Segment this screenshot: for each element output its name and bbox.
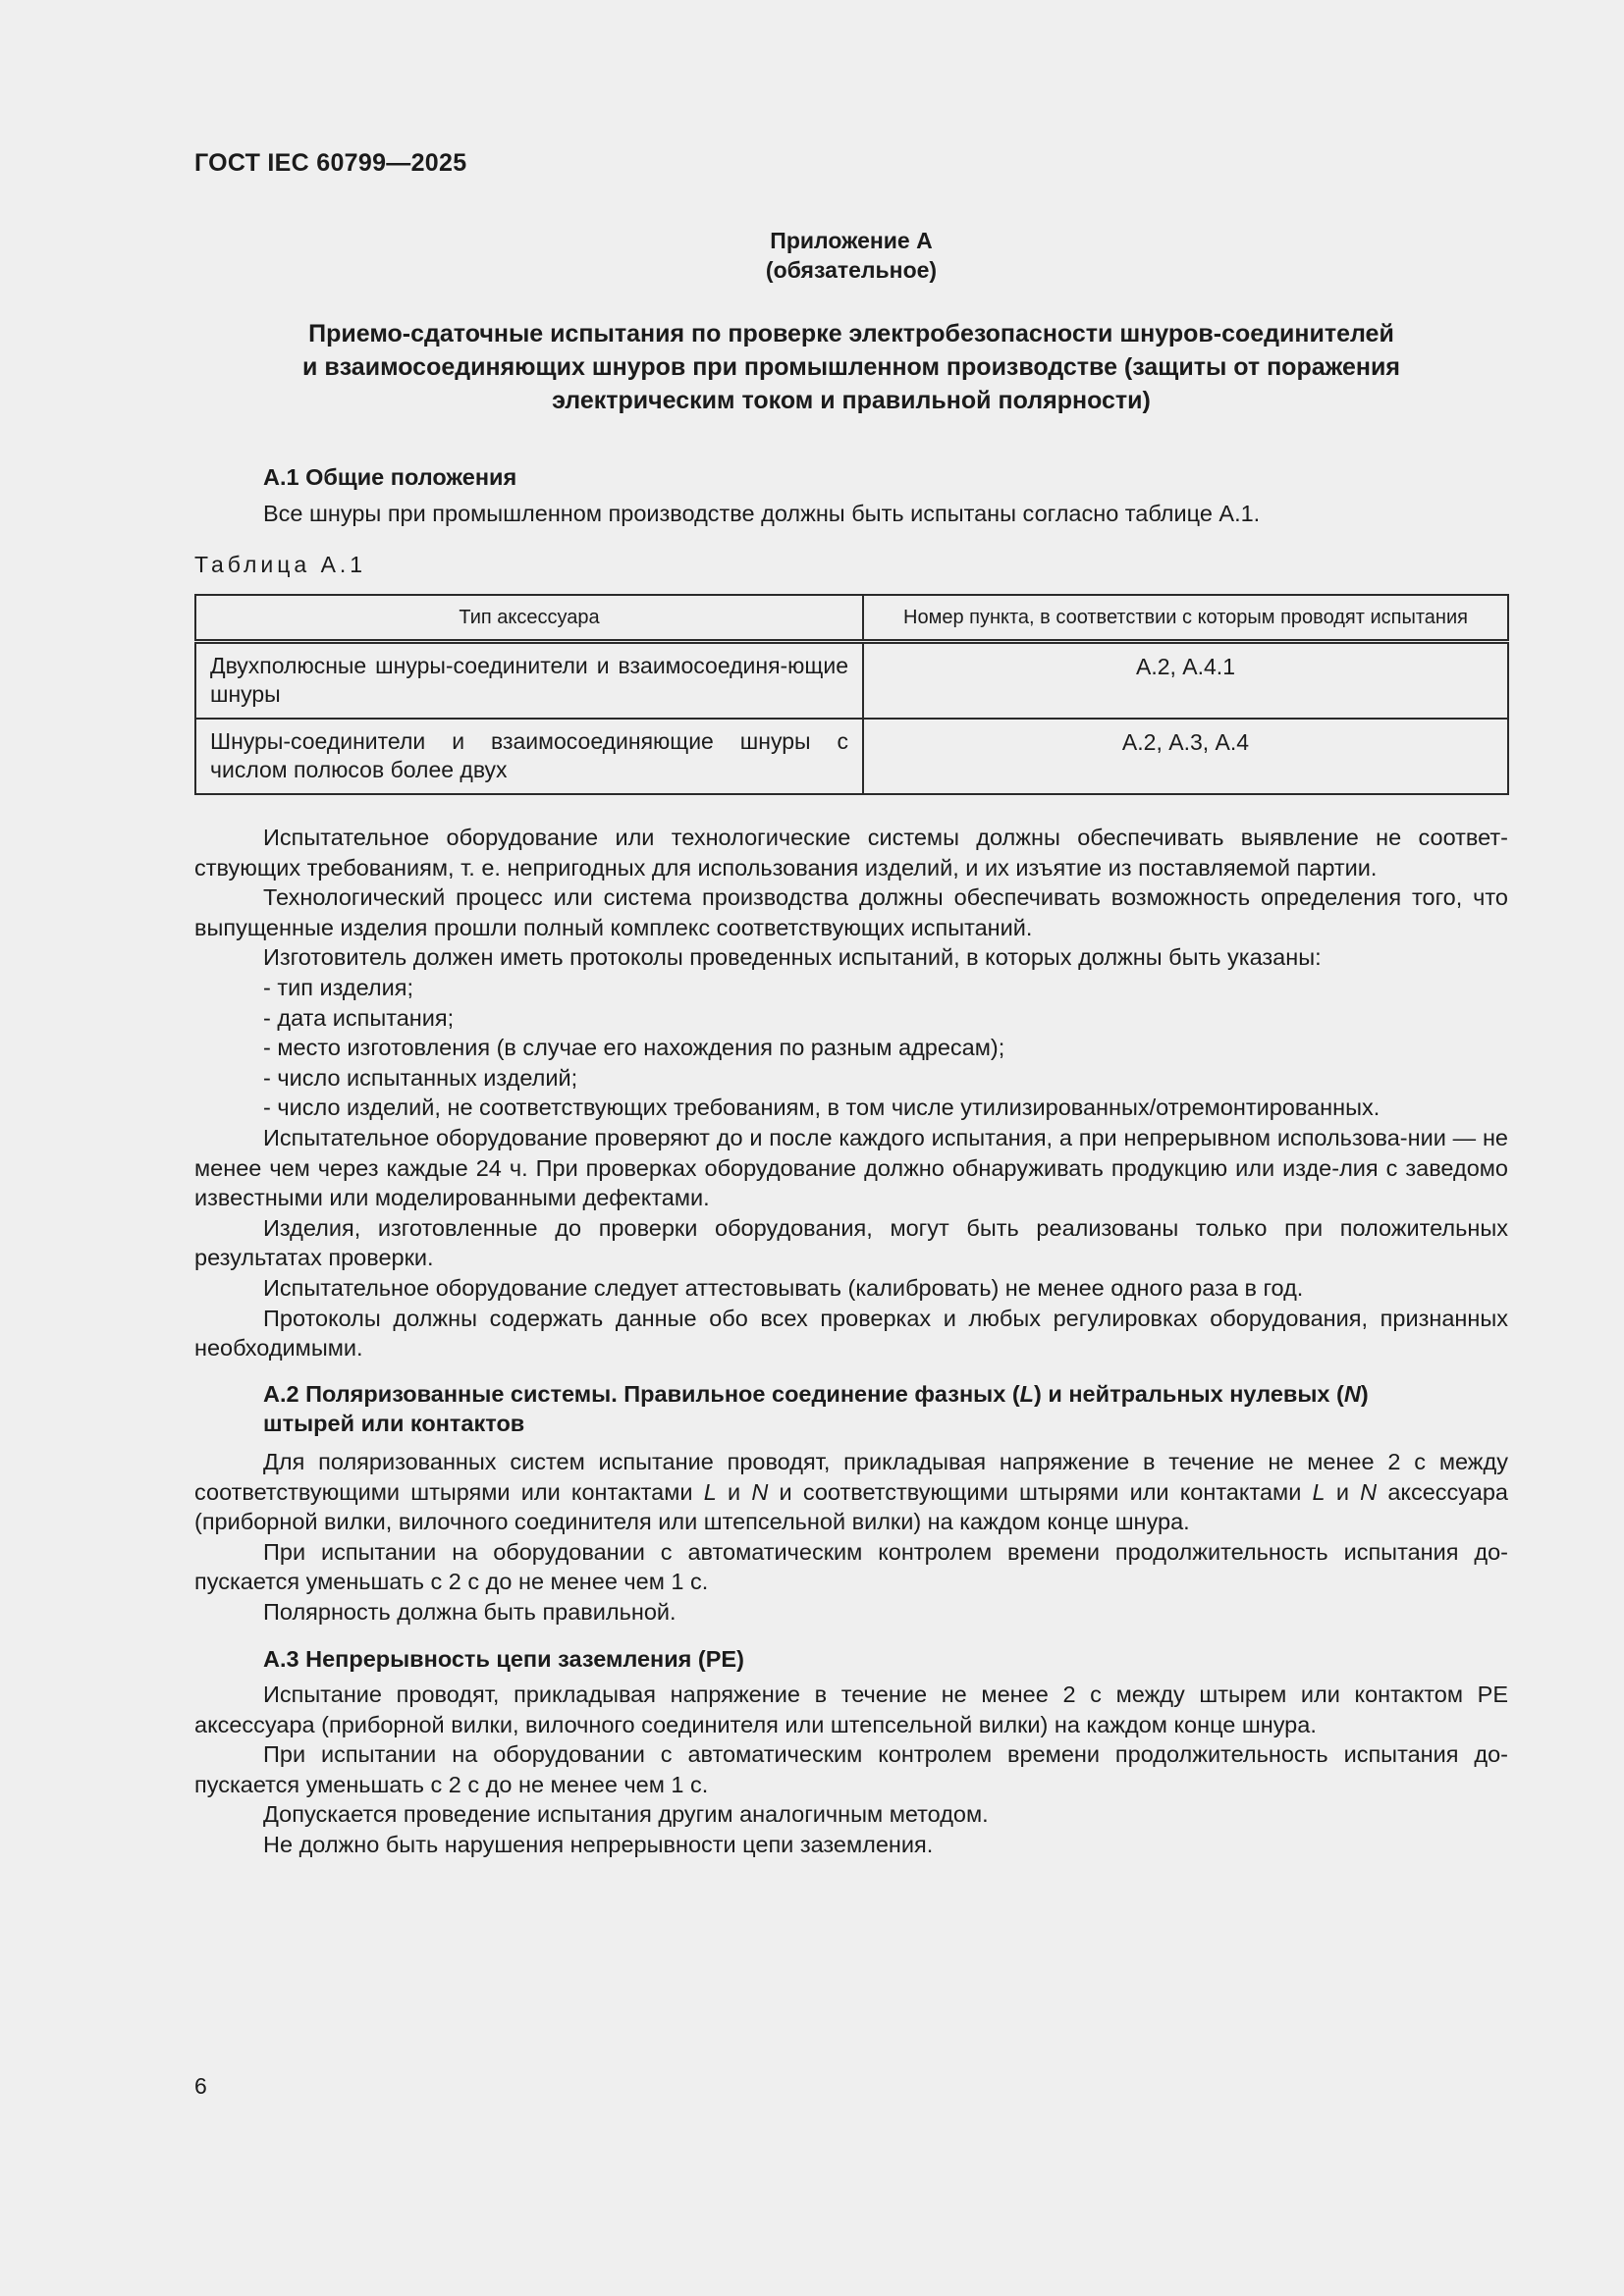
page-number: 6 [194, 2073, 207, 2099]
annex-status: (обязательное) [765, 257, 938, 283]
paragraph: Протоколы должны содержать данные обо всех проверках и любых регулировках оборудования, признанных необходимыми. [194, 1305, 1508, 1362]
section-a1-intro-block [194, 499, 1508, 529]
section-a2-title [263, 1379, 1369, 1438]
list-item: - место изготовления (в случае его нахождения по разным адресам); [263, 1035, 1005, 1061]
table-caption: Таблица А.1 [194, 552, 367, 577]
title-text: ) и нейтральных нулевых ( [1034, 1381, 1344, 1407]
paragraph: При испытании на оборудовании с автоматическим контролем времени продолжительность испытания до-пускается уменьшать с 2 с до не менее чем 1 с. [194, 1741, 1508, 1797]
title-symbol-l: L [1019, 1381, 1035, 1407]
paragraph: Допускается проведение испытания другим аналогичным методом. [263, 1801, 989, 1828]
paragraph [194, 1447, 1508, 1537]
paragraph: Не должно быть нарушения непрерывности цепи заземления. [263, 1831, 934, 1857]
body-text-block [194, 823, 1508, 1363]
title-symbol-n: N [1343, 1381, 1361, 1407]
paragraph: При испытании на оборудовании с автоматическим контролем времени продолжительность испытания до-пускается уменьшать с 2 с до не менее чем 1 с. [194, 1538, 1508, 1595]
paragraph: Изготовитель должен иметь протоколы проведенных испытаний, в которых должны быть указаны: [263, 944, 1322, 971]
table-header-cell: Тип аксессуара [195, 595, 863, 642]
text-run: аксессуара (приборной вилки, вилочного соединителя или штепсельной вилки) на каждом конце шнура. [194, 1478, 1508, 1535]
paragraph: Изделия, изготовленные до проверки оборудования, могут быть реализованы только при положительных результатах проверки. [194, 1214, 1508, 1271]
symbol-n: N [1360, 1478, 1378, 1505]
list-item: - число испытанных изделий; [263, 1064, 578, 1091]
table-cell: А.2, А.4.1 [863, 642, 1508, 720]
paragraph: Испытательное оборудование следует аттестовывать (калибровать) не менее одного раза в год. [263, 1274, 1304, 1301]
title-text: ) [1360, 1381, 1369, 1407]
paragraph: Испытательное оборудование или технологические системы должны обеспечивать выявление не соответ-ствующих требованиям, т. е. непригодных для использования изделий, и их изъятие из поставляемой партии. [194, 825, 1508, 881]
text-run: и [1325, 1478, 1361, 1505]
paragraph: Полярность должна быть правильной. [263, 1598, 677, 1625]
section-a2-title-line2: штырей или контактов [263, 1411, 525, 1436]
annex-heading [194, 317, 1508, 417]
text-run: и соответствующими штырями или контактами [768, 1478, 1313, 1505]
symbol-n: N [751, 1478, 769, 1505]
title-text: А.2 Поляризованные системы. Правильное соединение фазных ( [263, 1381, 1020, 1407]
list-item: - число изделий, не соответствующих требованиям, в том числе утилизированных/отремонтированных. [263, 1095, 1380, 1121]
section-a2-title-line1 [263, 1379, 1369, 1409]
symbol-l: L [703, 1478, 717, 1505]
table-header-cell: Номер пункта, в соответствии с которым проводят испытания [863, 595, 1508, 642]
table-row [195, 642, 1508, 720]
table-a1 [194, 594, 1509, 795]
paragraph: Технологический процесс или система производства должны обеспечивать возможность определения того, что выпущенные изделия прошли полный комплекс соответствующих испытаний. [194, 884, 1508, 940]
table-cell: А.2, А.3, А.4 [863, 719, 1508, 794]
paragraph: Испытательное оборудование проверяют до и после каждого испытания, а при непрерывном использова-нии — не менее чем через каждые 24 ч. При проверках оборудование должно обнаруживать продукцию или изде-лия с заведомо известными или моделированными дефектами. [194, 1124, 1508, 1211]
section-a1-title: А.1 Общие положения [263, 464, 517, 490]
text-run: и [716, 1478, 752, 1505]
section-a1-intro: Все шнуры при промышленном производстве должны быть испытаны согласно таблице А.1. [263, 501, 1261, 526]
symbol-l: L [1312, 1478, 1326, 1505]
text-run: Для поляризованных систем испытание проводят, прикладывая напряжение в течение не менее 2 с между соответствующими штырями или контактами [194, 1449, 1508, 1505]
section-a3-body [194, 1680, 1508, 1860]
list-item: - дата испытания; [263, 1004, 455, 1031]
section-a2-body [194, 1447, 1508, 1628]
section-a3-title: А.3 Непрерывность цепи заземления (PE) [263, 1646, 744, 1672]
annex-title: Приложение А [770, 228, 933, 253]
table-row [195, 719, 1508, 794]
list-item: - тип изделия; [263, 974, 413, 1000]
annex-title-block [0, 226, 1624, 285]
standard-header: ГОСТ IEC 60799—2025 [194, 149, 467, 177]
annex-heading-line: и взаимосоединяющих шнуров при промышленном производстве (защиты от поражения [302, 353, 1400, 381]
paragraph: Испытание проводят, прикладывая напряжение в течение не менее 2 с между штырем или контактом PE аксессуара (приборной вилки, вилочного соединителя или штепсельной вилки) на каждом конце шнура. [194, 1682, 1508, 1737]
table-header-row [195, 595, 1508, 642]
annex-heading-line: Приемо-сдаточные испытания по проверке электробезопасности шнуров-соединителей [308, 320, 1394, 347]
annex-heading-line: электрическим током и правильной полярности) [552, 387, 1151, 414]
table-cell: Шнуры-соединители и взаимосоединяющие шнуры с числом полюсов более двух [195, 719, 863, 794]
table-cell: Двухполюсные шнуры-соединители и взаимосоединя-ющие шнуры [195, 642, 863, 720]
